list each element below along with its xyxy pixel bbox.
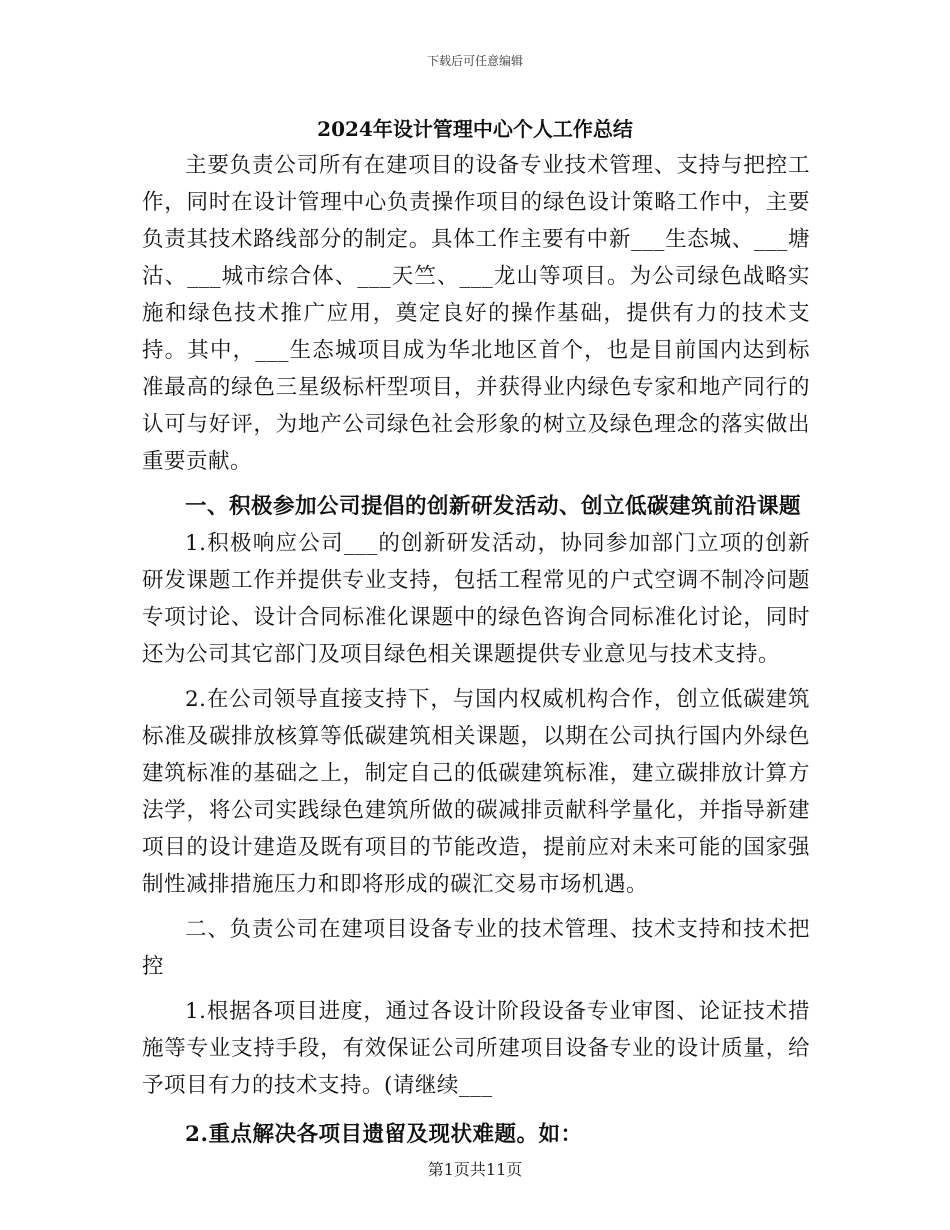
- section-1-item-1: 1.积极响应公司___的创新研发活动，协同参加部门立项的创新研发课题工作并提供专业支持，包括工程常见的户式空调不制冷问题专项讨论、设计合同标准化课题中的绿色咨询合同标准化讨论，同时还为公司其它部门及项目绿色相关课题提供专业意见与技术支持。: [142, 531, 810, 667]
- download-editable-note: 下载后可任意编辑: [426, 54, 523, 68]
- section-2-item-1: 1.根据各项目进度，通过各设计阶段设备专业审图、论证技术措施等专业支持手段，有效保证公司所建项目设备专业的设计质量，给予项目有力的技术支持。(请继续___: [142, 999, 810, 1098]
- document-body: [142, 147, 810, 1153]
- section-heading-1: 一、积极参加公司提倡的创新研发活动、创立低碳建筑前沿课题: [185, 494, 802, 519]
- intro-paragraph: 主要负责公司所有在建项目的设备专业技术管理、支持与把控工作，同时在设计管理中心负责操作项目的绿色设计策略工作中，主要负责其技术路线部分的制定。具体工作主要有中新___生态城、___塘沽、___城市综合体、___天竺、___龙山等项目。为公司绿色战略实施和绿色技术推广应用，奠定良好的操作基础，提供有力的技术支持。其中，___生态城项目成为华北地区首个，也是目前国内达到标准最高的绿色三星级标杆型项目，并获得业内绿色专家和地产同行的认可与好评，为地产公司绿色社会形象的树立及绿色理念的落实做出重要贡献。: [142, 153, 810, 474]
- section-2-item-2: 2.重点解决各项目遗留及现状难题。如：: [185, 1122, 583, 1147]
- document-title: 2024年设计管理中心个人工作总结: [317, 117, 633, 141]
- page-number: 第1页共11页: [427, 1160, 523, 1179]
- section-heading-2: 二、负责公司在建项目设备专业的技术管理、技术支持和技术把控: [142, 917, 810, 979]
- section-1-item-2: 2.在公司领导直接支持下，与国内权威机构合作，创立低碳建筑标准及碳排放核算等低碳建筑相关课题，以期在公司执行国内外绿色建筑标准的基础之上，制定自己的低碳建筑标准，建立碳排放计算方法学，将公司实践绿色建筑所做的碳减排贡献科学量化，并指导新建项目的设计建造及既有项目的节能改造，提前应对未来可能的国家强制性减排措施压力和即将形成的碳汇交易市场机遇。: [142, 687, 810, 897]
